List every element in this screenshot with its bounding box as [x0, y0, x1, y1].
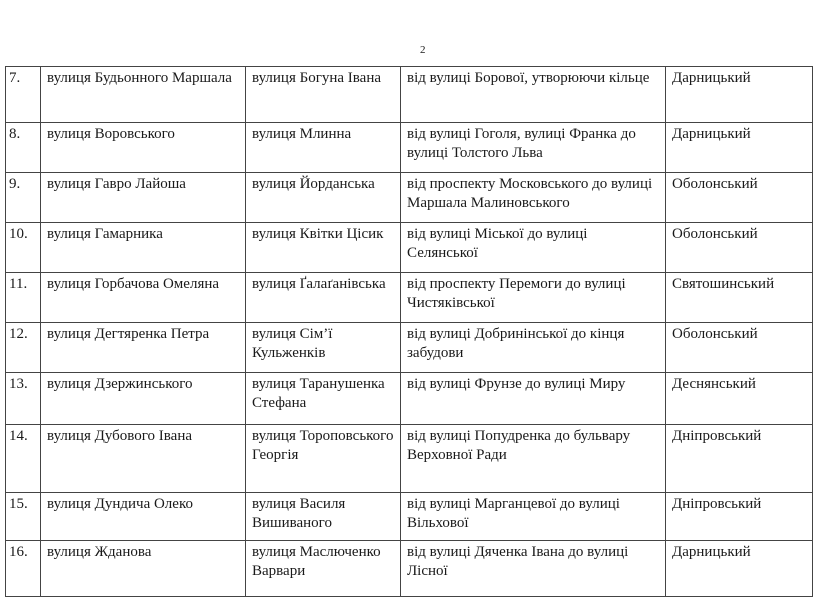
row-number: 14. [6, 425, 41, 493]
table-row [6, 223, 813, 273]
old-street-name: вулиця Дундича Олеко [41, 493, 246, 541]
district-name: Дніпровський [666, 425, 813, 493]
table-row [6, 67, 813, 123]
new-street-name: вулиця Маслюченко Варвари [246, 541, 401, 597]
table-row [6, 123, 813, 173]
table-row [6, 323, 813, 373]
street-section: від вулиці Дяченка Івана до вулиці Лісної [401, 541, 666, 597]
street-renaming-table [5, 66, 813, 597]
street-section: від вулиці Міської до вулиці Селянської [401, 223, 666, 273]
row-number: 13. [6, 373, 41, 425]
street-section: від вулиці Гоголя, вулиці Франка до вулиці Толстого Льва [401, 123, 666, 173]
new-street-name: вулиця Млинна [246, 123, 401, 173]
new-street-name: вулиця Квітки Цісик [246, 223, 401, 273]
old-street-name: вулиця Горбачова Омеляна [41, 273, 246, 323]
street-section: від вулиці Борової, утворюючи кільце [401, 67, 666, 123]
old-street-name: вулиця Дегтяренка Петра [41, 323, 246, 373]
row-number: 16. [6, 541, 41, 597]
street-section: від вулиці Фрунзе до вулиці Миру [401, 373, 666, 425]
district-name: Деснянський [666, 373, 813, 425]
old-street-name: вулиця Гавро Лайоша [41, 173, 246, 223]
street-section: від вулиці Попудренка до бульвару Верховної Ради [401, 425, 666, 493]
table-row [6, 493, 813, 541]
district-name: Дніпровський [666, 493, 813, 541]
district-name: Дарницький [666, 541, 813, 597]
row-number: 12. [6, 323, 41, 373]
district-name: Святошинський [666, 273, 813, 323]
page-number: 2 [420, 44, 426, 56]
street-section: від проспекту Московського до вулиці Маршала Малиновського [401, 173, 666, 223]
old-street-name: вулиця Гамарника [41, 223, 246, 273]
table-row [6, 273, 813, 323]
new-street-name: вулиця Йорданська [246, 173, 401, 223]
table-row [6, 173, 813, 223]
street-section: від проспекту Перемоги до вулиці Чистяківської [401, 273, 666, 323]
row-number: 15. [6, 493, 41, 541]
table-row [6, 425, 813, 493]
district-name: Оболонський [666, 323, 813, 373]
district-name: Оболонський [666, 223, 813, 273]
table-row [6, 541, 813, 597]
old-street-name: вулиця Будьонного Маршала [41, 67, 246, 123]
row-number: 10. [6, 223, 41, 273]
district-name: Дарницький [666, 67, 813, 123]
district-name: Оболонський [666, 173, 813, 223]
old-street-name: вулиця Дубового Івана [41, 425, 246, 493]
new-street-name: вулиця Ґалаґанівська [246, 273, 401, 323]
row-number: 9. [6, 173, 41, 223]
new-street-name: вулиця Таранушенка Стефана [246, 373, 401, 425]
new-street-name: вулиця Василя Вишиваного [246, 493, 401, 541]
old-street-name: вулиця Воровського [41, 123, 246, 173]
new-street-name: вулиця Сім’ї Кульженків [246, 323, 401, 373]
new-street-name: вулиця Богуна Івана [246, 67, 401, 123]
new-street-name: вулиця Тороповського Георгія [246, 425, 401, 493]
street-section: від вулиці Добринінської до кінця забудови [401, 323, 666, 373]
row-number: 8. [6, 123, 41, 173]
table-row [6, 373, 813, 425]
old-street-name: вулиця Дзержинського [41, 373, 246, 425]
street-section: від вулиці Марганцевої до вулиці Вільхової [401, 493, 666, 541]
district-name: Дарницький [666, 123, 813, 173]
old-street-name: вулиця Жданова [41, 541, 246, 597]
row-number: 11. [6, 273, 41, 323]
row-number: 7. [6, 67, 41, 123]
